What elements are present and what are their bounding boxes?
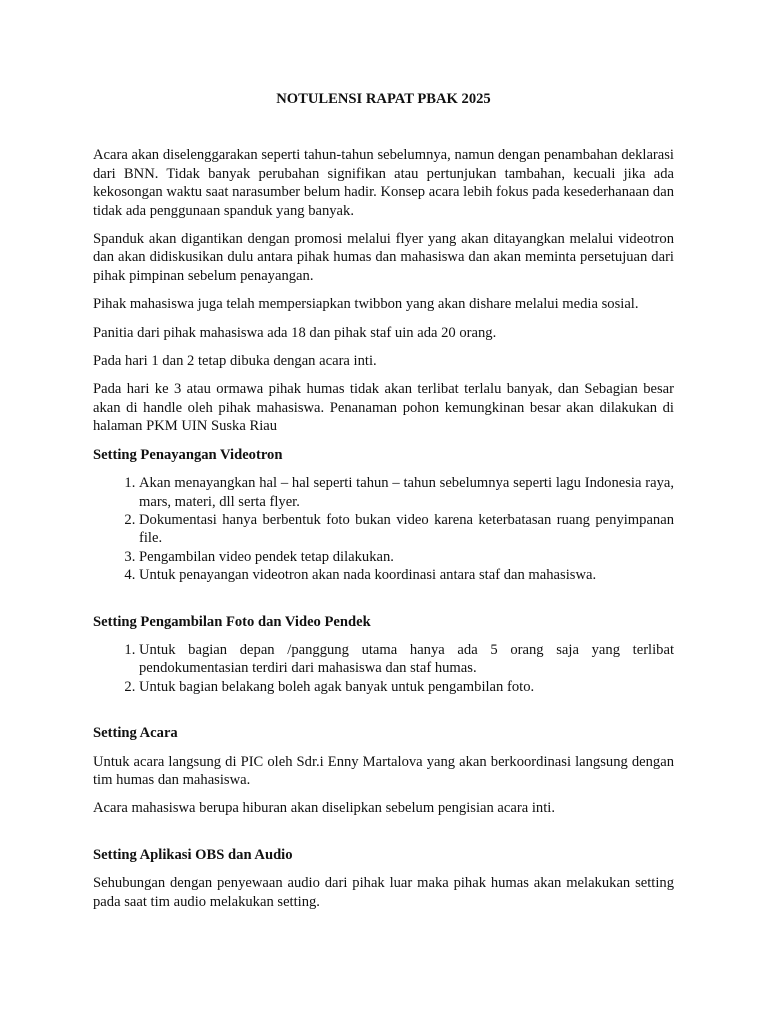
list-item: 2. Untuk bagian belakang boleh agak banyak untuk pengambilan foto. xyxy=(139,678,674,696)
section-heading-videotron: Setting Penayangan Videotron xyxy=(93,446,283,463)
document-page xyxy=(93,90,674,921)
spacer xyxy=(93,828,674,846)
document-title: NOTULENSI RAPAT PBAK 2025 xyxy=(276,91,491,107)
list-item: 4. Untuk penayangan videotron akan nada koordinasi antara staf dan mahasiswa. xyxy=(139,566,674,584)
list-item: 3. Pengambilan video pendek tetap dilakukan. xyxy=(139,548,674,566)
intro-paragraph: Acara akan diselenggarakan seperti tahun-tahun sebelumnya, namun dengan penambahan deklarasi dari BNN. Tidak banyak perubahan signifikan atau pertunjukan tambahan, kecuali jika ada kekosongan waktu saat narasumber belum hadir. Konsep acara lebih fokus pada kesederhanaan dan tidak ada penggunaan spanduk yang banyak. xyxy=(93,147,674,219)
acara-paragraph: Untuk acara langsung di PIC oleh Sdr.i Enny Martalova yang akan berkoordinasi langsung dengan tim humas dan mahasiswa. xyxy=(93,753,674,788)
list-item: 1. Akan menayangkan hal – hal seperti tahun – tahun sebelumnya seperti lagu Indonesia raya, mars, materi, dll serta flyer. xyxy=(139,474,674,511)
list-item: 2. Dokumentasi hanya berbentuk foto bukan video karena keterbatasan ruang penyimpanan file. xyxy=(139,511,674,548)
spacer xyxy=(93,696,674,724)
intro-paragraph: Pihak mahasiswa juga telah mempersiapkan twibbon yang akan dishare melalui media sosial. xyxy=(93,296,639,313)
intro-paragraph: Pada hari 1 dan 2 tetap dibuka dengan acara inti. xyxy=(93,353,377,370)
spacer xyxy=(93,585,674,613)
intro-paragraph: Spanduk akan digantikan dengan promosi melalui flyer yang akan ditayangkan melalui videotron dan akan didiskusikan dulu antara pihak humas dan mahasiswa dan akan meminta persetujuan dari pihak pimpinan sebelum penayangan. xyxy=(93,231,674,284)
foto-list xyxy=(93,641,674,696)
section-heading-obs: Setting Aplikasi OBS dan Audio xyxy=(93,846,293,863)
intro-paragraph: Pada hari ke 3 atau ormawa pihak humas tidak akan terlibat terlalu banyak, dan Sebagian besar akan di handle oleh pihak mahasiswa. Penanaman pohon kemungkinan besar akan dilakukan di halaman PKM UIN Suska Riau xyxy=(93,381,674,435)
obs-paragraph: Sehubungan dengan penyewaan audio dari pihak luar maka pihak humas akan melakukan setting pada saat tim audio melakukan setting. xyxy=(93,875,674,910)
list-item: 1. Untuk bagian depan /panggung utama hanya ada 5 orang saja yang terlibat pendokumentasian terdiri dari mahasiswa dan staf humas. xyxy=(139,641,674,678)
intro-paragraph: Panitia dari pihak mahasiswa ada 18 dan pihak staf uin ada 20 orang. xyxy=(93,324,497,341)
section-heading-foto: Setting Pengambilan Foto dan Video Pendek xyxy=(93,613,371,630)
section-heading-acara: Setting Acara xyxy=(93,725,178,742)
videotron-list xyxy=(93,474,674,584)
acara-paragraph: Acara mahasiswa berupa hiburan akan diselipkan sebelum pengisian acara inti. xyxy=(93,800,555,817)
